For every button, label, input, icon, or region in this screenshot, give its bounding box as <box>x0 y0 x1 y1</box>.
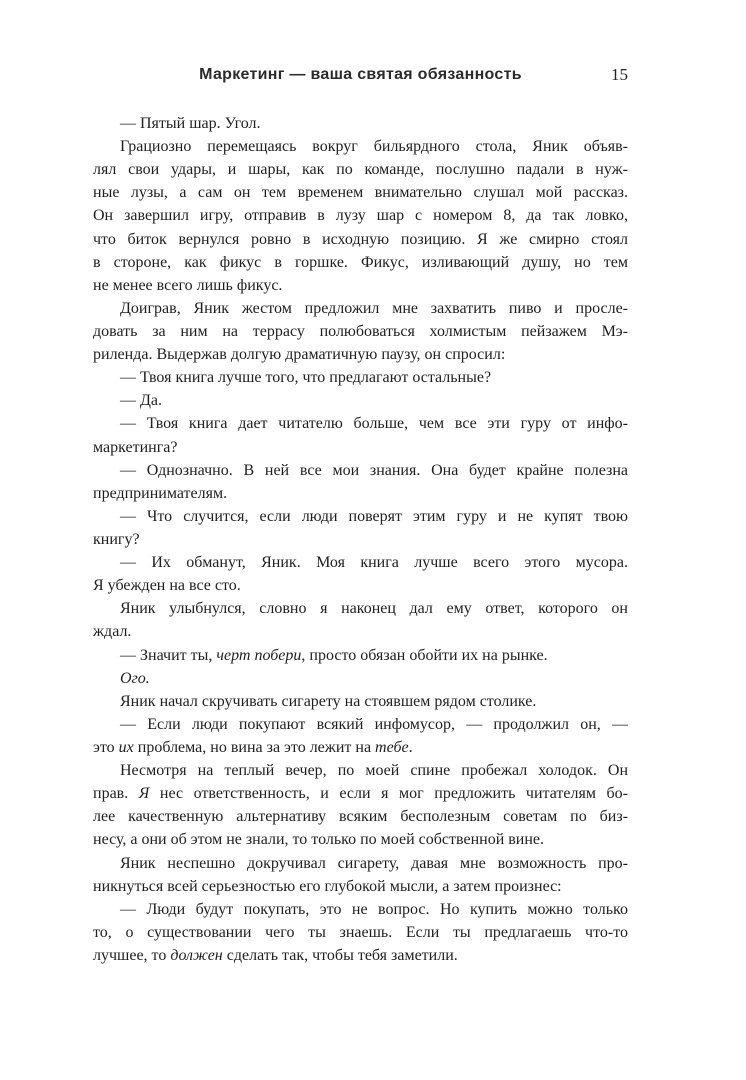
text-segment: это <box>93 738 119 756</box>
text-line <box>93 158 628 181</box>
page-header <box>93 63 628 87</box>
text-line <box>93 412 628 435</box>
text-line <box>93 551 628 574</box>
text-line <box>93 181 628 204</box>
text-segment: , просто обязан обойти их на рынке. <box>301 646 548 664</box>
text-segment: Яник неспешно докручивал сигарету, давая мне возможность про- <box>120 854 628 872</box>
text-segment: — Да. <box>120 392 163 410</box>
text-line <box>93 736 628 759</box>
text-segment: черт побери <box>216 646 302 664</box>
text-segment: лял свои удары, и шары, как по команде, послушно падали в нуж- <box>93 161 628 179</box>
text-segment: — Значит ты, <box>120 646 217 664</box>
text-line <box>93 875 628 898</box>
text-line <box>93 320 628 343</box>
text-line <box>93 597 628 620</box>
text-line <box>93 690 628 713</box>
text-line <box>93 135 628 158</box>
text-line <box>93 436 628 459</box>
text-line <box>93 921 628 944</box>
text-segment: Он завершил игру, отправив в лузу шар с номером 8, да так ловко, <box>93 207 628 225</box>
text-segment: — Пятый шар. Угол. <box>120 115 261 132</box>
text-segment: — Что случится, если люди поверят этим гуру и не купят твою <box>120 507 628 525</box>
text-line <box>93 482 628 505</box>
text-line <box>93 228 628 251</box>
text-segment: Несмотря на теплый вечер, по моей спине пробежал холодок. Он <box>120 762 628 780</box>
text-line <box>93 944 628 967</box>
text-segment: предпринимателям. <box>93 484 228 502</box>
text-segment: ждал. <box>93 623 132 641</box>
text-line <box>93 389 628 412</box>
text-segment: Грациозно перемещаясь вокруг бильярдного стола, Яник объяв- <box>120 138 628 156</box>
text-segment: . <box>408 738 413 756</box>
text-line <box>93 343 628 366</box>
text-segment: довать за ним на террасу полюбоваться холмистым пейзажем Мэ- <box>93 322 628 340</box>
text-segment: — Их обманут, Яник. Моя книга лучше всего этого мусора. <box>120 554 628 572</box>
text-line <box>93 297 628 320</box>
page-number: 15 <box>611 65 628 84</box>
text-segment: Яник начал скручивать сигарету на стоявшем рядом столике. <box>120 692 537 710</box>
text-segment: Яник улыбнулся, словно я наконец дал ему ответ, которого он <box>120 600 628 618</box>
text-line <box>93 782 628 805</box>
text-segment: — Твоя книга лучше того, что предлагают остальные? <box>120 369 492 387</box>
text-segment: никнуться всей серьезностью его глубокой мысли, а затем произнес: <box>93 877 562 895</box>
text-segment: несу, а они об этом не знали, то только по моей собственной вине. <box>93 831 545 849</box>
text-segment: — Если люди покупают всякий инфомусор, — продолжил он, — <box>120 715 628 733</box>
text-segment: — Однозначно. В ней все мои знания. Она будет крайне полезна <box>120 461 628 479</box>
text-segment: Доиграв, Яник жестом предложил мне захватить пиво и просле- <box>120 299 628 317</box>
text-segment: риленда. Выдержав долгую драматичную паузу, он спросил: <box>93 346 506 364</box>
text-segment: — Люди будут покупать, это не вопрос. Но купить можно только <box>120 900 628 918</box>
text-segment: ные лузы, а сам он тем временем внимательно слушал мой рассказ. <box>93 184 628 202</box>
text-line <box>93 505 628 528</box>
text-segment: Я <box>138 785 150 803</box>
text-segment: — Твоя книга дает читателю больше, чем все эти гуру от инфо- <box>120 415 628 433</box>
text-line <box>93 713 628 736</box>
text-segment: должен <box>170 946 223 964</box>
text-segment: Я убежден на все сто. <box>93 577 241 595</box>
text-segment: прав. <box>93 785 139 803</box>
text-line <box>93 251 628 274</box>
text-line <box>93 828 628 851</box>
text-segment: тебе <box>375 738 409 756</box>
text-line <box>93 204 628 227</box>
text-segment: лучшее, то <box>93 946 171 964</box>
text-line <box>93 112 628 135</box>
text-line <box>93 898 628 921</box>
text-segment: сделать так, чтобы тебя заметили. <box>222 946 458 964</box>
text-segment: лее качественную альтернативу всяким бесполезным советам по биз- <box>93 808 628 826</box>
text-line <box>93 574 628 597</box>
text-body <box>93 112 628 967</box>
text-line <box>93 759 628 782</box>
running-head: Маркетинг — ваша святая обязанность <box>199 66 522 83</box>
text-segment: книгу? <box>93 530 140 548</box>
text-line <box>93 805 628 828</box>
text-line <box>93 620 628 643</box>
text-line <box>93 274 628 297</box>
text-segment: маркетинга? <box>93 438 178 456</box>
text-line <box>93 852 628 875</box>
text-line <box>93 528 628 551</box>
text-line <box>93 644 628 667</box>
text-segment: Ого. <box>120 669 150 687</box>
text-line <box>93 366 628 389</box>
text-segment: то, о существовании чего ты знаешь. Если ты предлагаешь что-то <box>93 923 628 941</box>
text-segment: нес ответственность, и если я мог предложить читателям бо- <box>149 785 628 803</box>
text-segment: проблема, но вина за это лежит на <box>133 738 376 756</box>
text-segment: не менее всего лишь фикус. <box>93 276 283 294</box>
text-segment: их <box>118 738 134 756</box>
text-segment: что биток вернулся ровно в исходную позицию. Я же смирно стоял <box>93 230 628 248</box>
text-segment: в стороне, как фикус в горшке. Фикус, изливающий душу, но тем <box>93 253 628 271</box>
text-line <box>93 459 628 482</box>
text-line <box>93 667 628 690</box>
